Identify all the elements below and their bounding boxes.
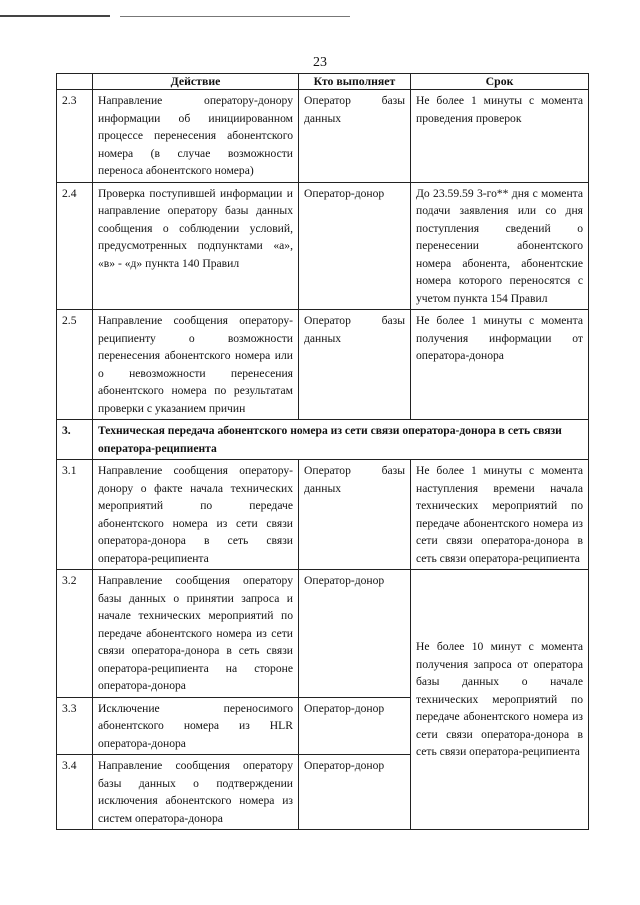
row-who: Оператор базы данных bbox=[299, 460, 411, 570]
row-deadline: Не более 1 минуты с момента наступления времени начала технических мероприятий по передаче абонентского номера из сети связи оператора-донора в сеть связи оператора-реципиента bbox=[411, 460, 589, 570]
table-row bbox=[57, 460, 589, 570]
header-who: Кто выполняет bbox=[299, 74, 411, 90]
merged-deadline: Не более 10 минут с момента получения запроса от оператора базы данных о начале технических мероприятий по передаче абонентского номера из сети связи оператора-донора в сеть связи оператора-реципиента bbox=[411, 570, 589, 830]
table-row bbox=[57, 570, 589, 698]
row-action: Направление оператору-донору информации об инициированном процессе перенесения абонентского номера (в случае возможности переноса абонентского номера) bbox=[93, 90, 299, 183]
row-num: 3.2 bbox=[57, 570, 93, 698]
row-num: 3.4 bbox=[57, 755, 93, 830]
section-title: Техническая передача абонентского номера из сети связи оператора-донора в сеть связи оператора-реципиента bbox=[93, 420, 589, 460]
row-who: Оператор-донор bbox=[299, 755, 411, 830]
row-num: 2.3 bbox=[57, 90, 93, 183]
header-num bbox=[57, 74, 93, 90]
row-who: Оператор-донор bbox=[299, 570, 411, 698]
header-deadline: Срок bbox=[411, 74, 589, 90]
header-action: Действие bbox=[93, 74, 299, 90]
row-deadline: Не более 1 минуты с момента проведения проверок bbox=[411, 90, 589, 183]
page-number: 23 bbox=[313, 55, 327, 70]
table-row bbox=[57, 182, 589, 310]
row-num: 2.5 bbox=[57, 310, 93, 420]
row-action: Направление сообщения оператору базы данных о подтверждении исключения абонентского номера из систем оператора-донора bbox=[93, 755, 299, 830]
row-num: 3.3 bbox=[57, 697, 93, 755]
table-row bbox=[57, 310, 589, 420]
row-who: Оператор базы данных bbox=[299, 310, 411, 420]
row-action: Направление сообщения оператору базы данных о принятии запроса и начале технических мероприятий по передаче абонентского номера из сети связи оператора-донора в сеть связи оператора-реципиента на стороне оператора-донора bbox=[93, 570, 299, 698]
procedure-table bbox=[56, 73, 589, 830]
row-who: Оператор-донор bbox=[299, 697, 411, 755]
section-num: 3. bbox=[57, 420, 93, 460]
row-num: 3.1 bbox=[57, 460, 93, 570]
section-row bbox=[57, 420, 589, 460]
row-action: Направление сообщения оператору-реципиенту о возможности перенесения абонентского номера или о невозможности перенесения абонентского номера по результатам проверки с указанием причин bbox=[93, 310, 299, 420]
scan-rule-left bbox=[0, 15, 110, 17]
row-action: Исключение переносимого абонентского номера из HLR оператора-донора bbox=[93, 697, 299, 755]
row-who: Оператор-донор bbox=[299, 182, 411, 310]
scan-rule-right bbox=[120, 16, 350, 17]
table-row bbox=[57, 90, 589, 183]
row-deadline: Не более 1 минуты с момента получения информации от оператора-донора bbox=[411, 310, 589, 420]
header-row bbox=[57, 74, 589, 90]
row-who: Оператор базы данных bbox=[299, 90, 411, 183]
row-num: 2.4 bbox=[57, 182, 93, 310]
row-action: Проверка поступившей информации и направление оператору базы данных сообщения о соблюдении условий, предусмотренных подпунктами «а», «в» - «д» пункта 140 Правил bbox=[93, 182, 299, 310]
row-deadline: До 23.59.59 3-го** дня с момента подачи заявления или со дня поступления сведений о перенесении абонентского номера абонента, абонентские номера которого переносятся с учетом пункта 154 Правил bbox=[411, 182, 589, 310]
row-action: Направление сообщения оператору-донору о факте начала технических мероприятий по передаче абонентского номера из сети связи оператора-донора в сеть связи оператора-реципиента bbox=[93, 460, 299, 570]
